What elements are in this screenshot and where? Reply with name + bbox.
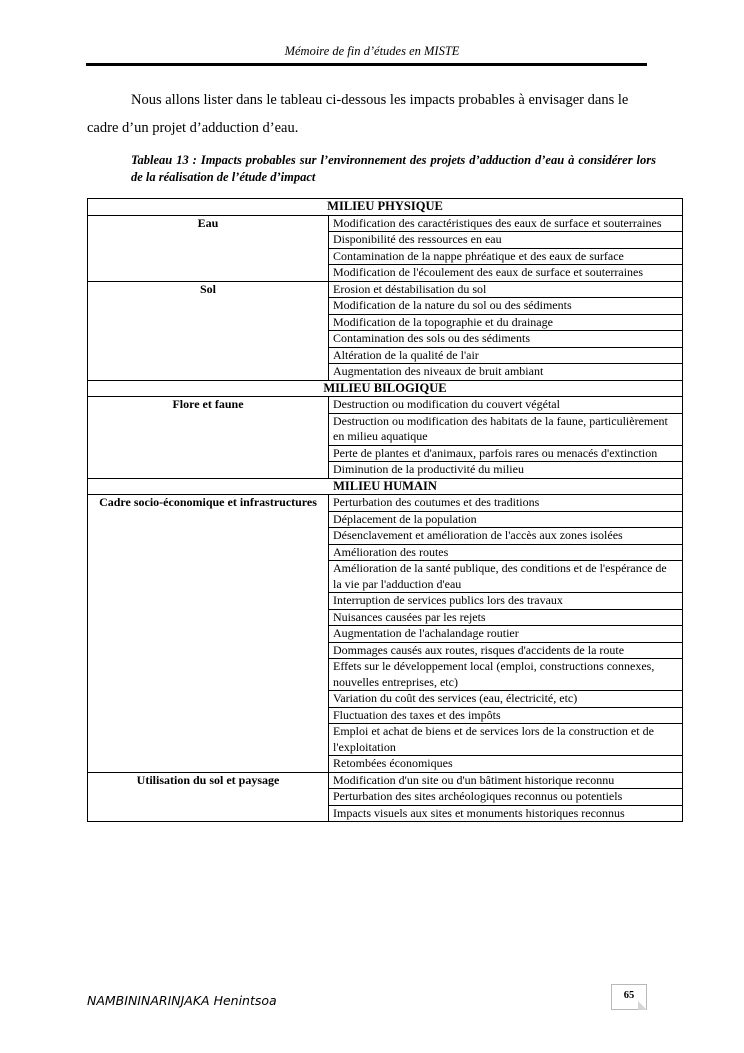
impacts-table-body bbox=[88, 199, 683, 822]
impact-cell: Variation du coût des services (eau, électricité, etc) bbox=[329, 691, 683, 708]
impacts-table bbox=[87, 198, 683, 822]
impact-cell: Emploi et achat de biens et de services lors de la construction et de l'exploitation bbox=[329, 724, 683, 756]
page-curl-icon bbox=[638, 1001, 647, 1010]
intro-line-2: cadre d’un projet d’adduction d’eau. bbox=[87, 120, 299, 136]
impact-cell: Perturbation des sites archéologiques reconnus ou potentiels bbox=[329, 789, 683, 806]
impact-cell: Désenclavement et amélioration de l'accès aux zones isolées bbox=[329, 528, 683, 545]
impact-cell: Fluctuation des taxes et des impôts bbox=[329, 707, 683, 724]
category-cell: Eau bbox=[88, 215, 329, 281]
impact-cell: Amélioration des routes bbox=[329, 544, 683, 561]
impact-cell: Contamination des sols ou des sédiments bbox=[329, 331, 683, 348]
impact-cell: Contamination de la nappe phréatique et des eaux de surface bbox=[329, 248, 683, 265]
impact-cell: Modification de la nature du sol ou des sédiments bbox=[329, 298, 683, 315]
category-cell: Flore et faune bbox=[88, 397, 329, 479]
page-header: Mémoire de fin d’études en MISTE bbox=[284, 44, 460, 58]
impact-cell: Perturbation des coutumes et des traditions bbox=[329, 495, 683, 512]
impact-cell: Retombées économiques bbox=[329, 756, 683, 773]
impact-cell: Amélioration de la santé publique, des conditions et de l'espérance de la vie par l'adduction d'eau bbox=[329, 561, 683, 593]
impact-cell: Impacts visuels aux sites et monuments historiques reconnus bbox=[329, 805, 683, 822]
impact-cell: Erosion et déstabilisation du sol bbox=[329, 281, 683, 298]
intro-line-1: Nous allons lister dans le tableau ci-dessous les impacts probables à envisager dans le bbox=[131, 92, 629, 108]
table-row bbox=[88, 281, 683, 298]
impact-cell: Diminution de la productivité du milieu bbox=[329, 462, 683, 479]
page-number-box bbox=[611, 984, 647, 1010]
impact-cell: Perte de plantes et d'animaux, parfois rares ou menacés d'extinction bbox=[329, 445, 683, 462]
impact-cell: Interruption de services publics lors des travaux bbox=[329, 593, 683, 610]
impact-cell: Augmentation des niveaux de bruit ambiant bbox=[329, 364, 683, 381]
impact-cell: Modification de la topographie et du drainage bbox=[329, 314, 683, 331]
impact-cell: Destruction ou modification des habitats de la faune, particulièrement en milieu aquatique bbox=[329, 413, 683, 445]
impact-cell: Dommages causés aux routes, risques d'accidents de la route bbox=[329, 642, 683, 659]
table-row bbox=[88, 495, 683, 512]
table-caption: Tableau 13 : Impacts probables sur l’environnement des projets d’adduction d’eau à considérer lors de la réalisation de l’étude d’impact bbox=[131, 153, 656, 184]
impact-cell: Nuisances causées par les rejets bbox=[329, 609, 683, 626]
impact-cell: Modification de l'écoulement des eaux de surface et souterraines bbox=[329, 265, 683, 282]
impact-cell: Effets sur le développement local (emploi, constructions connexes, nouvelles entreprises, etc) bbox=[329, 659, 683, 691]
impact-cell: Disponibilité des ressources en eau bbox=[329, 232, 683, 249]
category-cell: Cadre socio-économique et infrastructures bbox=[88, 495, 329, 773]
section-title: MILIEU BILOGIQUE bbox=[88, 380, 683, 397]
category-cell: Utilisation du sol et paysage bbox=[88, 772, 329, 822]
category-cell: Sol bbox=[88, 281, 329, 380]
impact-cell: Modification d'un site ou d'un bâtiment historique reconnu bbox=[329, 772, 683, 789]
section-title: MILIEU HUMAIN bbox=[88, 478, 683, 495]
header-rule bbox=[86, 63, 647, 66]
table-row bbox=[88, 215, 683, 232]
impact-cell: Modification des caractéristiques des eaux de surface et souterraines bbox=[329, 215, 683, 232]
table-row bbox=[88, 772, 683, 789]
table-row bbox=[88, 397, 683, 414]
impact-cell: Déplacement de la population bbox=[329, 511, 683, 528]
impact-cell: Destruction ou modification du couvert végétal bbox=[329, 397, 683, 414]
page-number: 65 bbox=[623, 990, 635, 1001]
footer-author: NAMBININARINJAKA Henintsoa bbox=[87, 993, 277, 1008]
impact-cell: Augmentation de l'achalandage routier bbox=[329, 626, 683, 643]
section-title: MILIEU PHYSIQUE bbox=[88, 199, 683, 216]
intro-paragraph bbox=[87, 86, 657, 142]
section-row bbox=[88, 478, 683, 495]
section-row bbox=[88, 380, 683, 397]
impact-cell: Altération de la qualité de l'air bbox=[329, 347, 683, 364]
section-row bbox=[88, 199, 683, 216]
